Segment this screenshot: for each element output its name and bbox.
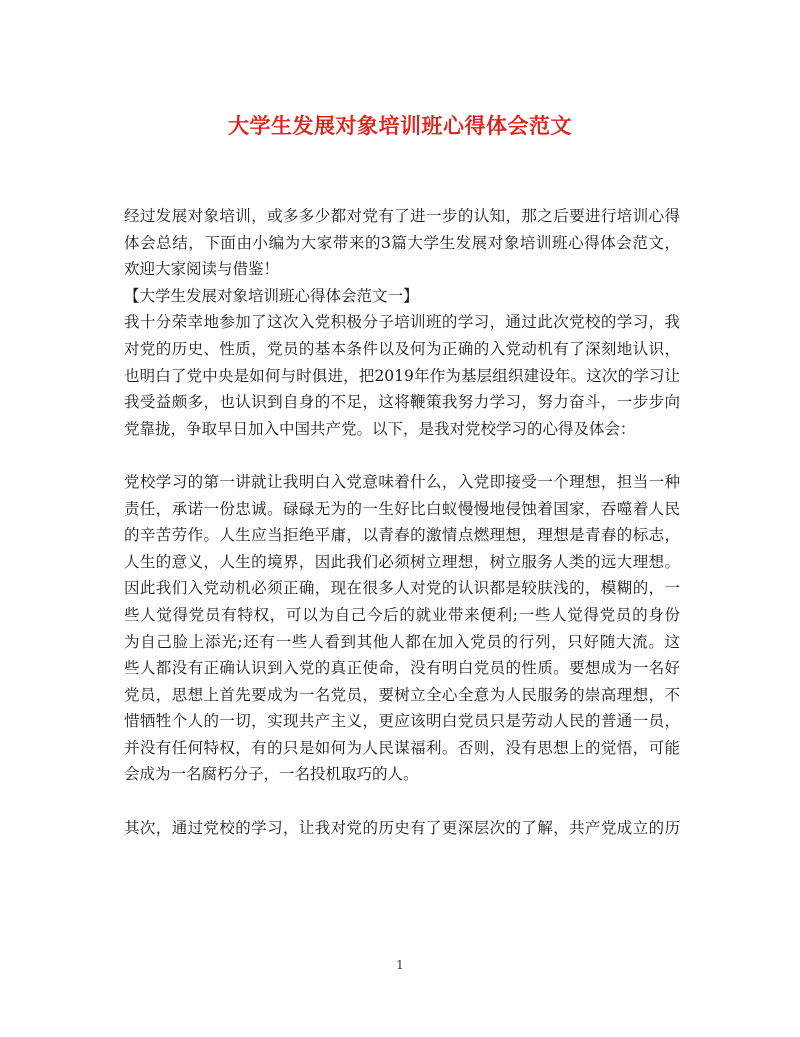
paragraph2-line: 些人觉得党员有特权，可以为自己今后的就业带来便利;一些人觉得党员的身份 xyxy=(124,605,680,624)
paragraph1-line: 我十分荣幸地参加了这次入党积极分子培训班的学习，通过此次党校的学习，我 xyxy=(124,313,680,332)
paragraph1-line: 对党的历史、性质，党员的基本条件以及何为正确的入党动机有了深刻地认识， xyxy=(124,339,680,358)
intro-line: 经过发展对象培训，或多多少都对党有了进一步的认知，那之后要进行培训心得 xyxy=(124,207,680,225)
document-body xyxy=(124,203,680,841)
paragraph2-line: 党校学习的第一讲就让我明白入党意味着什么，入党即接受一个理想，担当一种 xyxy=(124,472,680,491)
paragraph3-line: 其次，通过党校的学习，让我对党的历史有了更深层次的了解，共产党成立的历 xyxy=(124,818,680,837)
paragraph1-line: 我受益颇多，也认识到自身的不足，这将鞭策我努力学习，努力奋斗，一步步向 xyxy=(124,393,680,412)
paragraph2-line: 党员，思想上首先要成为一名党员，要树立全心全意为人民服务的崇高理想，不 xyxy=(124,685,680,704)
paragraph-gap xyxy=(124,442,680,469)
paragraph-gap xyxy=(124,788,680,815)
paragraph2-line: 惜牺牲个人的一切，实现共产主义，更应该明白党员只是劳动人民的普通一员， xyxy=(124,712,680,731)
paragraph2-line: 会成为一名腐朽分子，一名投机取巧的人。 xyxy=(124,765,419,784)
paragraph2-line: 因此我们入党动机必须正确，现在很多人对党的认识都是较肤浅的，模糊的，一 xyxy=(124,579,680,598)
paragraph2-line: 的辛苦劳作。人生应当拒绝平庸，以青春的激情点燃理想，理想是青春的标志， xyxy=(124,526,680,545)
paragraph2-line: 些人都没有正确认识到入党的真正使命，没有明白党员的性质。要想成为一名好 xyxy=(124,659,680,678)
paragraph1-line: 也明白了党中央是如何与时俱进，把2019年作为基层组织建设年。这次的学习让 xyxy=(124,366,680,385)
paragraph2-line: 人生的意义，人生的境界，因此我们必须树立理想，树立服务人类的远大理想。 xyxy=(124,552,680,571)
page-number: 1 xyxy=(396,958,404,972)
paragraph2-line: 并没有任何特权，有的只是如何为人民谋福利。否则，没有思想上的觉悟，可能 xyxy=(124,738,680,757)
intro-line: 体会总结，下面由小编为大家带来的3篇大学生发展对象培训班心得体会范文， xyxy=(124,233,680,252)
intro-line: 欢迎大家阅读与借鉴！ xyxy=(124,260,280,279)
section-heading: 【大学生发展对象培训班心得体会范文一】 xyxy=(124,286,419,305)
paragraph2-line: 责任，承诺一份忠诚。碌碌无为的一生好比白蚁慢慢地侵蚀着国家，吞噬着人民 xyxy=(124,499,680,518)
paragraph2-line: 为自己脸上添光;还有一些人看到其他人都在加入党员的行列，只好随大流。这 xyxy=(124,632,680,651)
paragraph1-line: 党靠拢，争取早日加入中国共产党。以下，是我对党校学习的心得及体会： xyxy=(124,419,636,438)
document-title: 大学生发展对象培训班心得体会范文 xyxy=(228,113,572,138)
